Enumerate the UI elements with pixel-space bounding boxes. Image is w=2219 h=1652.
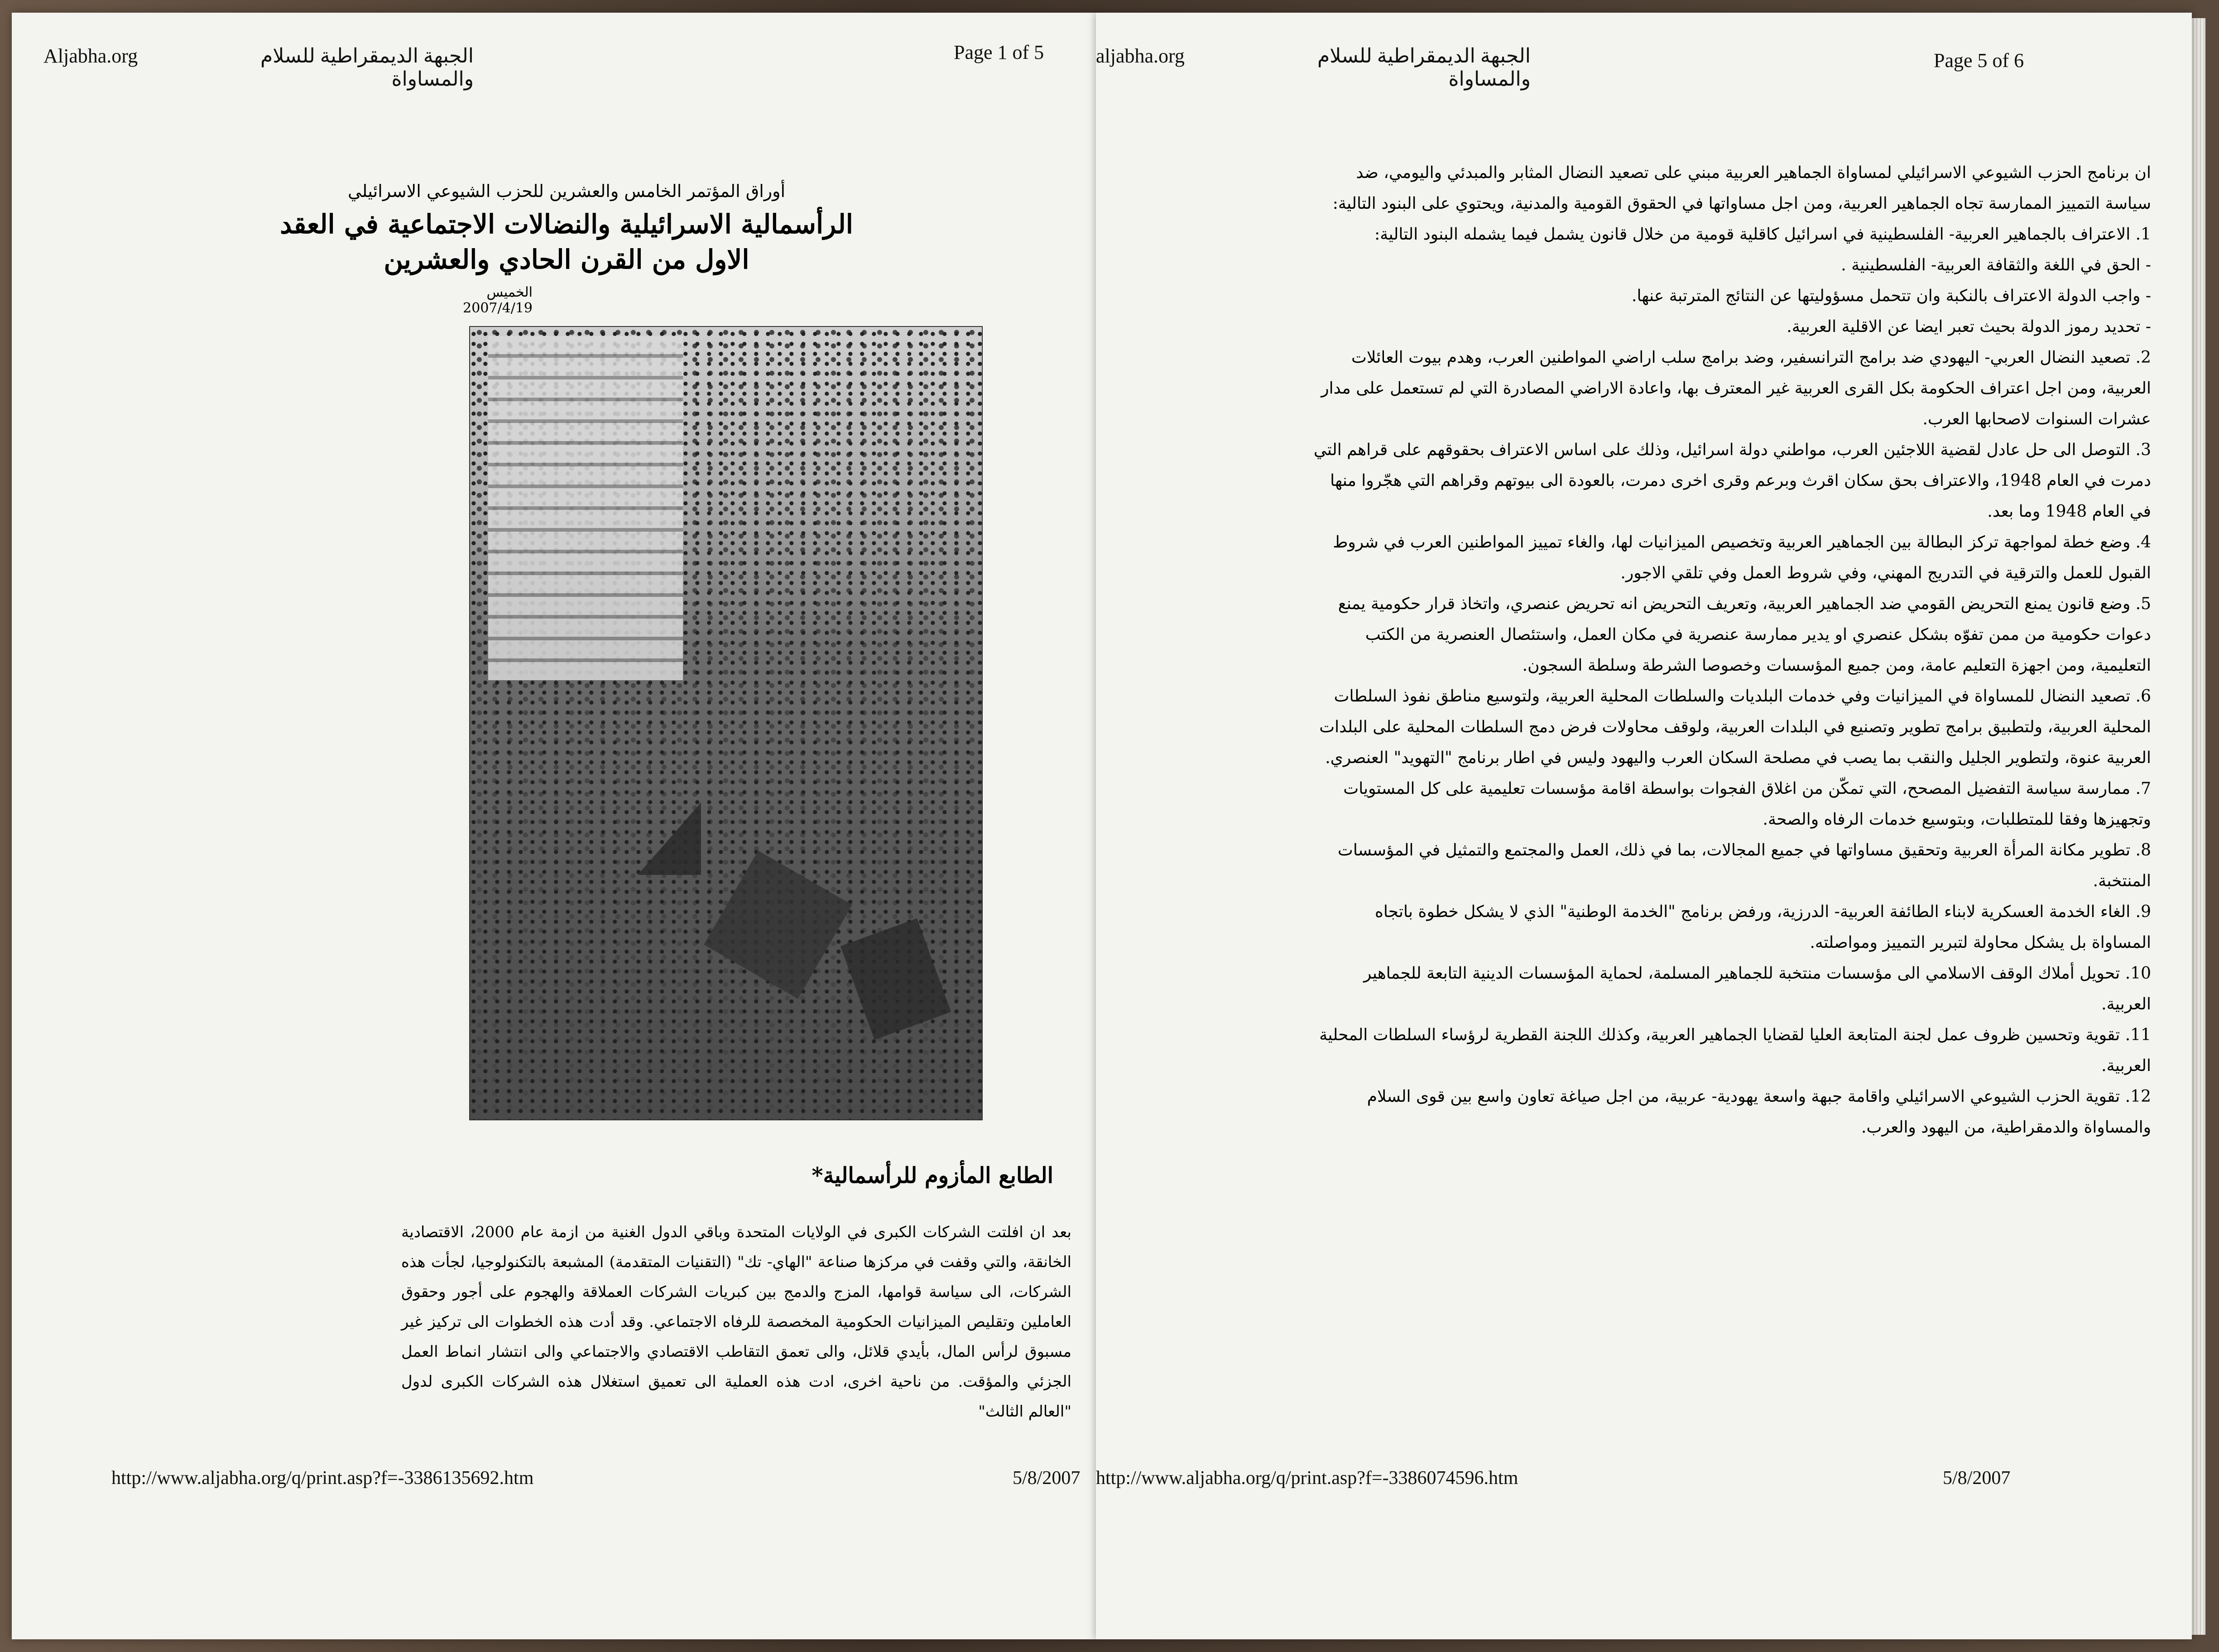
left-footer-date: 5/8/2007 [1013, 1468, 1081, 1489]
program-item: 3. التوصل الى حل عادل لقضية اللاجئين العرب، مواطني دولة اسرائيل، وذلك على اساس الاعتراف بحقوقهم على قراهم التي دمرت في العام 1948، والاعتراف بحق سكان اقرث وبرعم وقرى اخرى دمرت، بالعودة الى بيوتهم وقراهم التي هجّروا منها في العام 1948 وما بعد. [1313, 441, 2151, 521]
program-subitem: - تحديد رموز الدولة بحيث تعبر ايضا عن الاقلية العربية. [1787, 317, 2151, 336]
article-subtitle: أوراق المؤتمر الخامس والعشرين للحزب الشيوعي الاسرائيلي [347, 181, 786, 201]
right-page-label: Page 5 of 6 [1934, 49, 2024, 72]
program-item: 2. تصعيد النضال العربي- اليهودي ضد برامج الترانسفير، وضد برامج سلب اراضي المواطنين العرب، وهدم بيوت العائلات العربية، ومن اجل اعتراف الحكومة بكل القرى العربية غير المعترف بها، واعادة الاراضي المصادرة التي لم تستعمل على مدار عشرات السنوات لاصحابها العرب. [1321, 348, 2151, 428]
left-header-site: Aljabha.org [43, 45, 138, 67]
program-item: 8. تطوير مكانة المرأة العربية وتحقيق مساواتها في جميع المجالات، بما في ذلك، العمل والمجتمع والتمثيل في المؤسسات المنتخبة. [1337, 841, 2151, 890]
article-date: الخميس 2007/4/19 [463, 284, 533, 316]
section-heading: الطابع المأزوم للرأسمالية* [812, 1163, 1053, 1188]
program-item: 7. ممارسة سياسة التفضيل المصحح، التي تمكّن من اغلاق الفجوات بواسطة اقامة مؤسسات تعليمية على كل المستويات وتجهيزها وفقا للمتطلبات، وبتوسيع خدمات الرفاه والصحة. [1343, 779, 2151, 829]
program-subitem: - واجب الدولة الاعتراف بالنكبة وان تتحمل مسؤوليتها عن النتائج المترتبة عنها. [1632, 287, 2151, 305]
right-page [1096, 13, 2192, 1639]
article-body: بعد ان افلتت الشركات الكبرى في الولايات المتحدة وباقي الدول الغنية من ازمة عام 2000، الاقتصادية الخانقة، والتي وقفت في مركزها صناعة "الهاي- تك" (التقنيات المتقدمة) المشبعة بالتكنولوجيا، لجأت هذه الشركات، الى سياسة قوامها، المزج والدمج بين كبريات الشركات العملاقة والهجوم على أجور وحقوق العاملين وتقليص الميزانيات الحكومية المخصصة للرفاه الاجتماعي. وقد أدت هذه الخطوات الى تركيز غير مسبوق لرأس المال، بأيدي قلائل، والى تعمق التقاطب الاقتصادي والاجتماعي والى انتشار انماط العمل الجزئي والمؤقت. من ناحية اخرى، ادت هذه العملية الى تعميق استغلال هذه الشركات الكبرى لدول "العالم الثالث" [401, 1223, 1071, 1421]
left-page [12, 13, 1096, 1639]
program-intro: ان برنامج الحزب الشيوعي الاسرائيلي لمساواة الجماهير العربية مبني على تصعيد النضال المثابر والمبدئي واليومي، ضد سياسة التمييز الممارسة تجاه الجماهير العربية، ومن اجل مساواتها في الحقوق القومية والمدنية، ويحتوي على البنود التالية: [1332, 163, 2151, 213]
photo-flag [704, 850, 852, 999]
left-header-arabic: الجبهة الديمقراطية للسلام والمساواة [260, 45, 474, 90]
photo-building [488, 336, 683, 680]
article-title: الرأسمالية الاسرائيلية والنضالات الاجتماعية في العقد الاول من القرن الحادي والعشرين [280, 209, 853, 275]
photo-flag [583, 802, 701, 875]
program-list [1313, 158, 2151, 1143]
program-item: 9. الغاء الخدمة العسكرية لابناء الطائفة العربية- الدرزية، ورفض برنامج "الخدمة الوطنية" الذي لا يشكل خطوة باتجاه المساواة بل يشكل محاولة لتبرير التمييز ومواصلته. [1374, 903, 2151, 952]
right-header-arabic: الجبهة الديمقراطية للسلام والمساواة [1317, 45, 1531, 90]
photo-flag [841, 918, 951, 1040]
program-item: 4. وضع خطة لمواجهة تركز البطالة بين الجماهير العربية وتخصيص الميزانيات لها، والغاء تمييز المواطنين العرب في شروط القبول للعمل والترقية في التدريج المهني، وفي شروط العمل وفي تلقي الاجور. [1333, 533, 2151, 582]
right-footer-date: 5/8/2007 [1943, 1468, 2011, 1489]
demonstration-photo [469, 326, 983, 1120]
program-item: 12. تقوية الحزب الشيوعي الاسرائيلي واقامة جبهة واسعة يهودية- عربية، من اجل صياغة تعاون واسع بين قوى السلام والمساواة والدمقراطية، من اليهود والعرب. [1367, 1087, 2151, 1137]
program-item: 10. تحويل أملاك الوقف الاسلامي الى مؤسسات منتخبة للجماهير المسلمة، لحماية المؤسسات الدينية التابعة للجماهير العربية. [1364, 964, 2151, 1013]
program-item: 1. الاعتراف بالجماهير العربية- الفلسطينية في اسرائيل كاقلية قومية من خلال قانون يشمل فيما يشمله البنود التالية: [1374, 225, 2151, 244]
left-page-label: Page 1 of 5 [954, 41, 1044, 63]
program-subitem: - الحق في اللغة والثقافة العربية- الفلسطينية . [1841, 256, 2151, 274]
right-header-site: aljabha.org [1096, 45, 1185, 67]
program-item: 5. وضع قانون يمنع التحريض القومي ضد الجماهير العربية، وتعريف التحريض انه تحريض عنصري، واتخاذ قرار حكومية يمنع دعوات حكومية من ممن تفوّه بشكل عنصري او يدير ممارسة عنصرية في مكان العمل، واستئصال العنصرية من الكتب التعليمية، ومن اجهزة التعليم عامة، ومن جميع المؤسسات وخصوصا الشرطة وسلطة السجون. [1338, 595, 2151, 675]
program-item: 6. تصعيد النضال للمساواة في الميزانيات وفي خدمات البلديات والسلطات المحلية العربية، ولتوسيع مناطق نفوذ السلطات المحلية العربية، ولتطبيق برامج تطوير وتصنيع في البلدات العربية، ولوقف محاولات فرض دمج السلطات المحلية على البلدات العربية عنوة، ولتطوير الجليل والنقب بما يصب في مصلحة السكان العرب واليهود وليس في اطار برنامج "التهويد" العنصري. [1319, 687, 2151, 767]
program-item: 11. تقوية وتحسين ظروف عمل لجنة المتابعة العليا لقضايا الجماهير العربية، وكذلك اللجنة القطرية لرؤساء السلطات المحلية العربية. [1319, 1026, 2151, 1075]
right-footer-url: http://www.aljabha.org/q/print.asp?f=-3386074596.htm [1096, 1468, 1518, 1489]
left-footer-url: http://www.aljabha.org/q/print.asp?f=-3386135692.htm [111, 1468, 534, 1489]
